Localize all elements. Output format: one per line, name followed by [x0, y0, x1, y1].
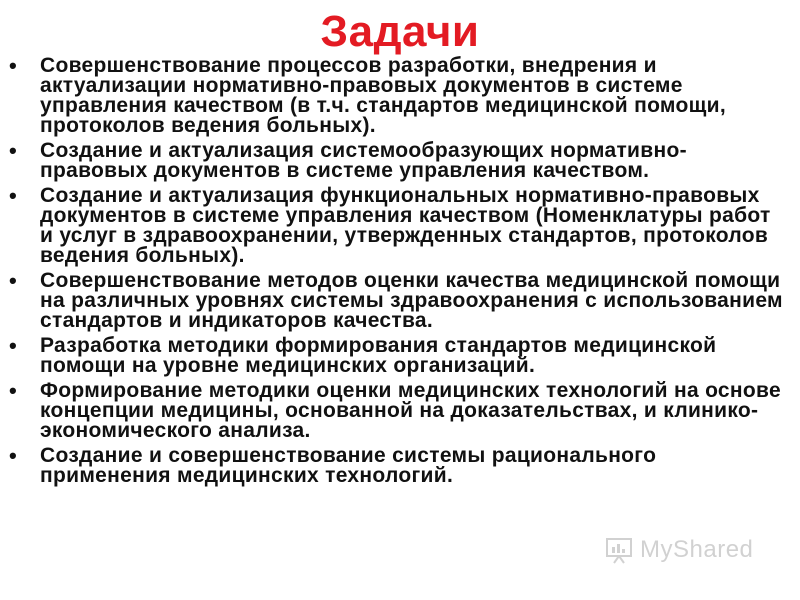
task-text: Совершенствование методов оценки качества медицинской помощи на различных уровнях системы здравоохранения с использованием стандартов и индикаторов качества. [40, 269, 783, 332]
task-text: Создание и совершенствование системы рационального применения медицинских технологий. [40, 444, 657, 487]
task-text: Формирование методики оценки медицинских технологий на основе концепции медицины, основанной на доказательствах, и клинико-экономического анализа. [40, 379, 781, 442]
list-item [0, 53, 800, 137]
list-item [0, 268, 800, 332]
task-list [0, 53, 800, 491]
task-text: Создание и актуализация функциональных нормативно-правовых документов в системе управления качеством (Номенклатуры работ и услуг в здравоохранении, утвержденных стандартов, протоколов ведения больных). [40, 184, 771, 267]
bullet-icon: • [9, 53, 18, 78]
bullet-icon: • [9, 378, 18, 403]
bullet-icon: • [9, 138, 18, 163]
watermark-text: MyShared [640, 536, 754, 563]
bullet-icon: • [9, 443, 18, 468]
list-item [0, 443, 800, 487]
bullet-icon: • [9, 333, 18, 358]
watermark [604, 534, 753, 566]
list-item [0, 378, 800, 442]
list-item [0, 333, 800, 377]
bullet-icon: • [9, 268, 18, 293]
task-text: Разработка методики формирования стандартов медицинской помощи на уровне медицинских организаций. [40, 334, 717, 377]
list-item [0, 183, 800, 267]
bullet-icon: • [9, 183, 18, 208]
presentation-board-icon [604, 535, 634, 565]
slide-title: Задачи [320, 7, 480, 56]
task-text: Совершенствование процессов разработки, внедрения и актуализации нормативно-правовых документов в системе управления качеством (в т.ч. стандартов медицинской помощи, протоколов ведения больных). [40, 54, 726, 137]
task-text: Создание и актуализация системообразующих нормативно-правовых документов в системе управления качеством. [40, 139, 687, 182]
list-item [0, 138, 800, 182]
